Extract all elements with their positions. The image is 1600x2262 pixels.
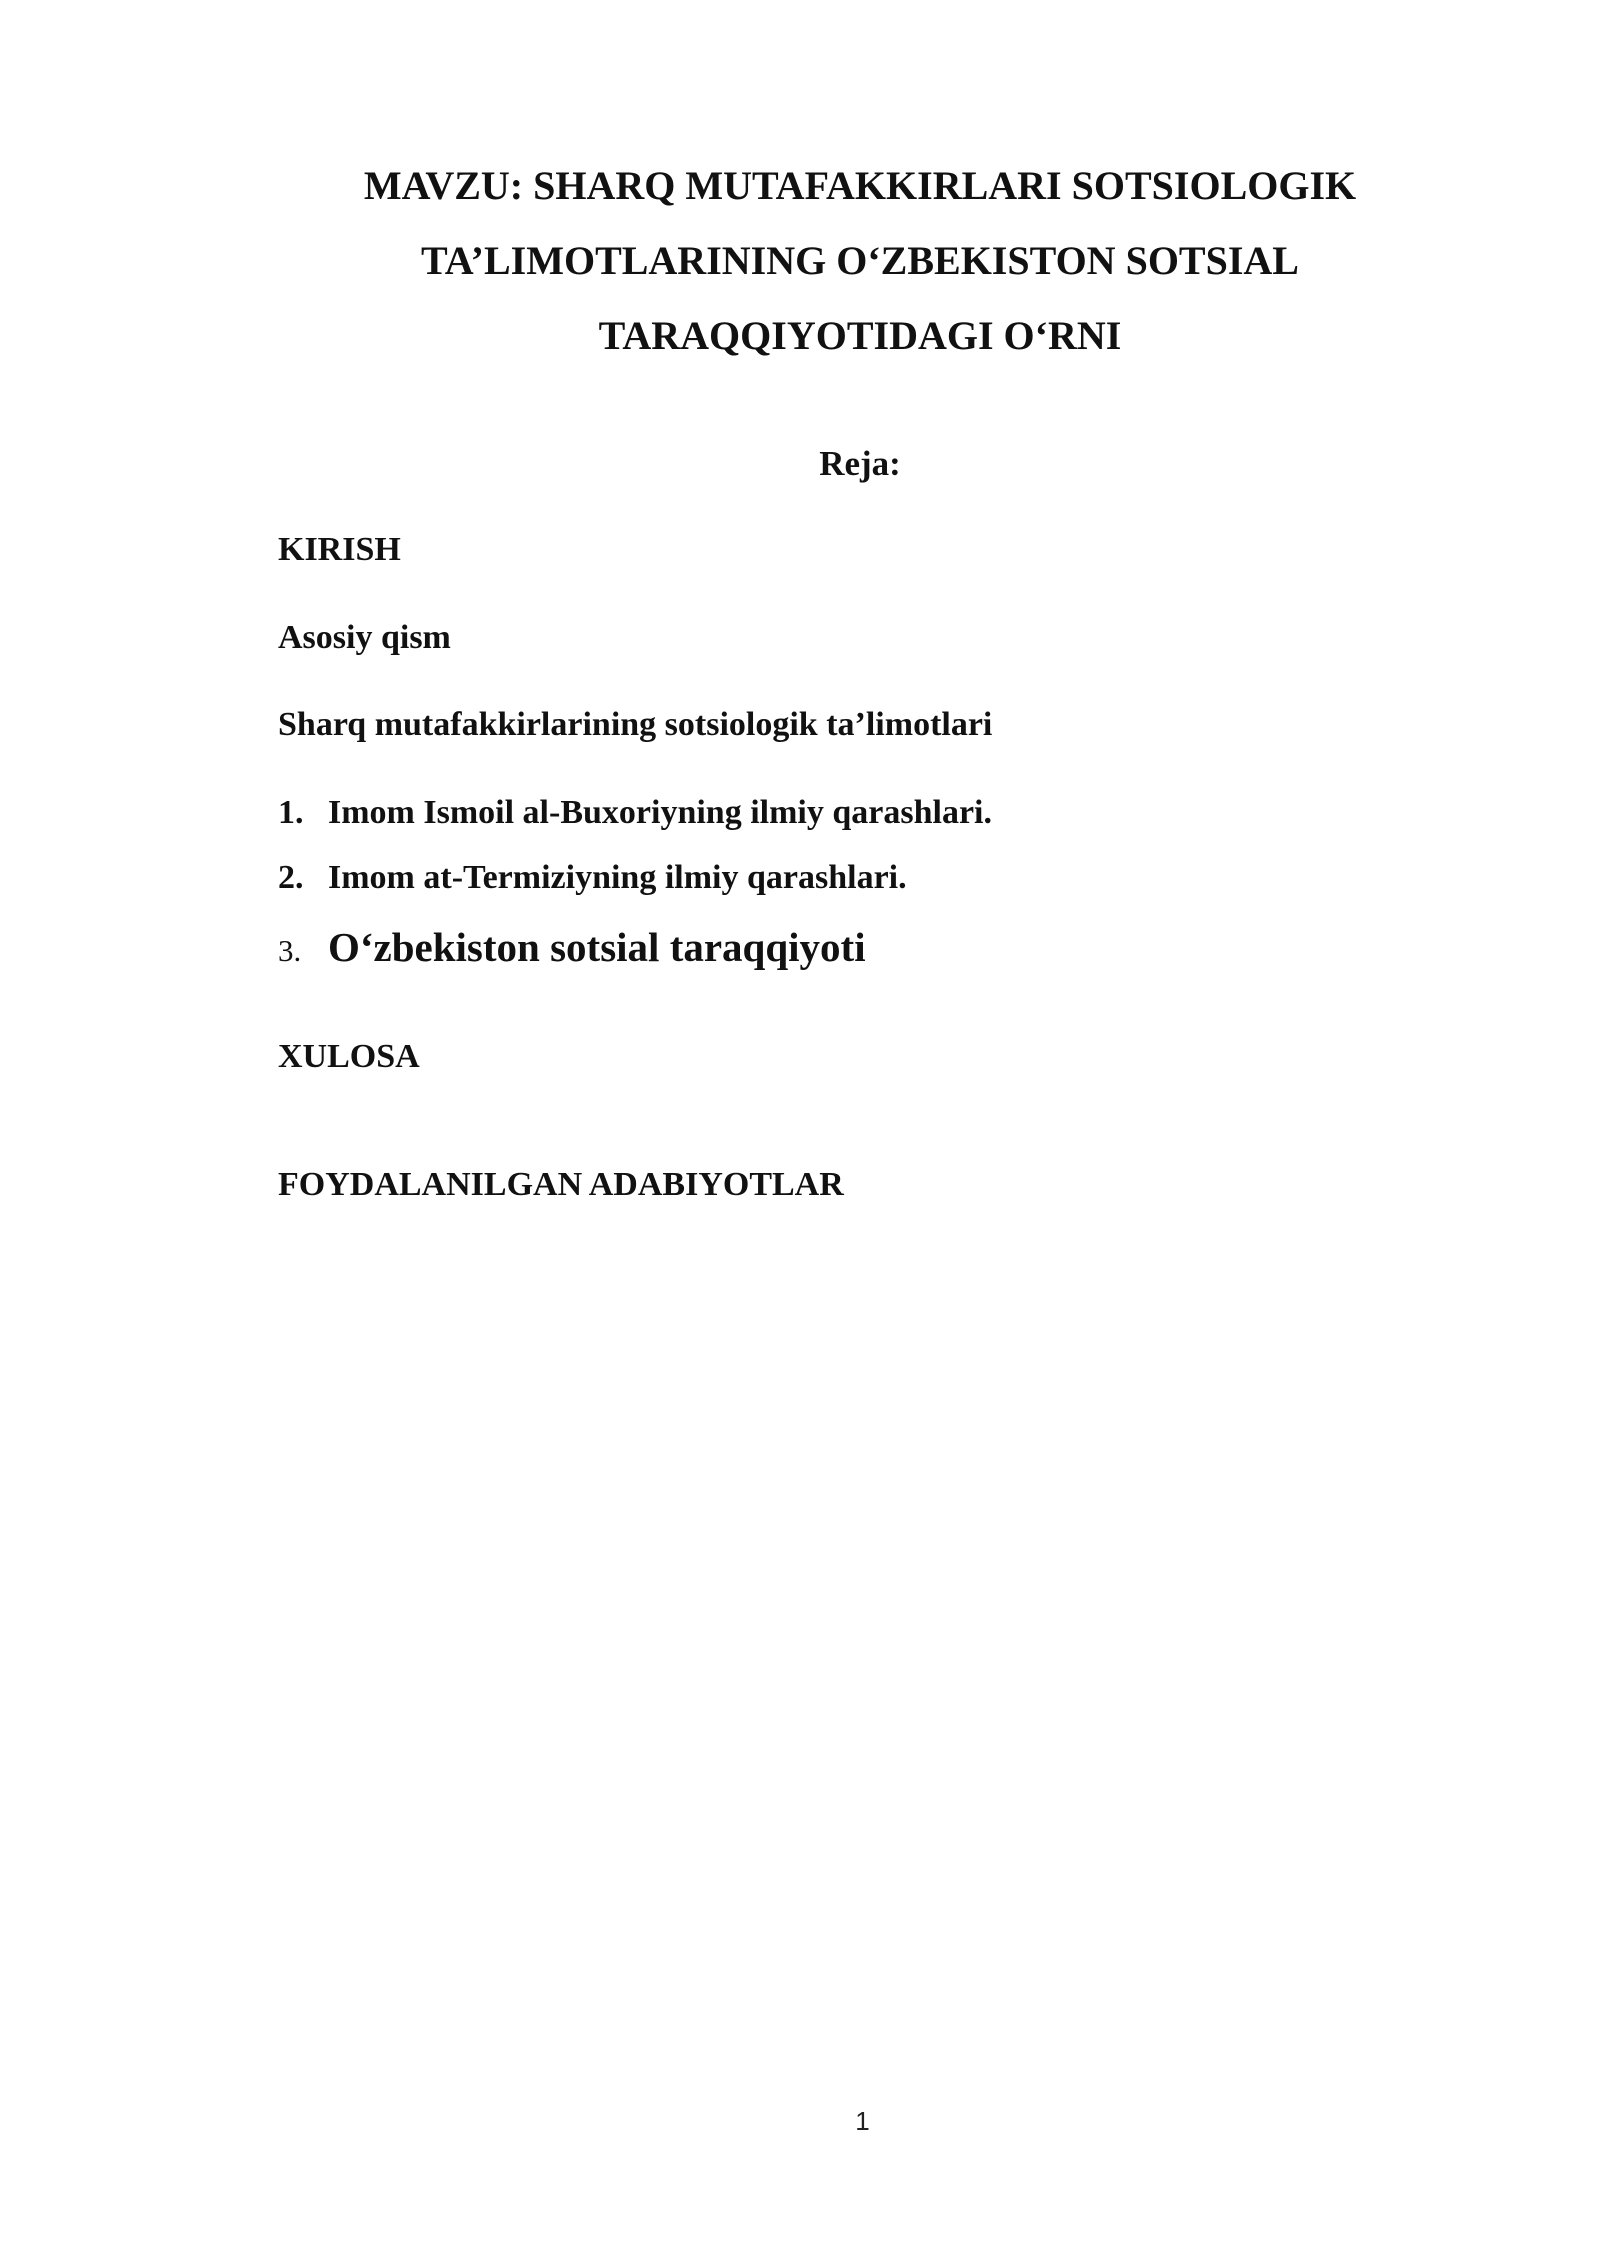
list-item-text: O‘zbekiston sotsial taraqqiyoti bbox=[328, 924, 866, 970]
list-item bbox=[278, 920, 866, 984]
section-intro: KIRISH bbox=[278, 531, 401, 568]
section-subheading: Sharq mutafakkirlarining sotsiologik ta’limotlari bbox=[278, 706, 993, 743]
section-references: FOYDALANILGAN ADABIYOTLAR bbox=[278, 1166, 844, 1203]
document-title bbox=[280, 148, 1440, 373]
list-item-number: 2. bbox=[278, 859, 304, 896]
title-line-2: TA’LIMOTLARINING O‘ZBEKISTON SOTSIAL bbox=[421, 238, 1299, 283]
title-line-3: TARAQQIYOTIDAGI O‘RNI bbox=[598, 313, 1122, 358]
title-line-1: MAVZU: SHARQ MUTAFAKKIRLARI SOTSIOLOGIK bbox=[363, 163, 1357, 208]
list-item-number: 3. bbox=[278, 933, 302, 968]
list-item-text: Imom Ismoil al-Buxoriyning ilmiy qarashlari. bbox=[328, 794, 992, 831]
page-number: 1 bbox=[855, 2106, 870, 2136]
list-item bbox=[278, 790, 992, 842]
section-main-part: Asosiy qism bbox=[278, 619, 451, 656]
list-item-number: 1. bbox=[278, 794, 304, 831]
section-conclusion: XULOSA bbox=[278, 1038, 420, 1075]
plan-heading: Reja: bbox=[819, 444, 901, 483]
list-item-text: Imom at-Termiziyning ilmiy qarashlari. bbox=[328, 859, 907, 896]
list-item bbox=[278, 855, 907, 907]
